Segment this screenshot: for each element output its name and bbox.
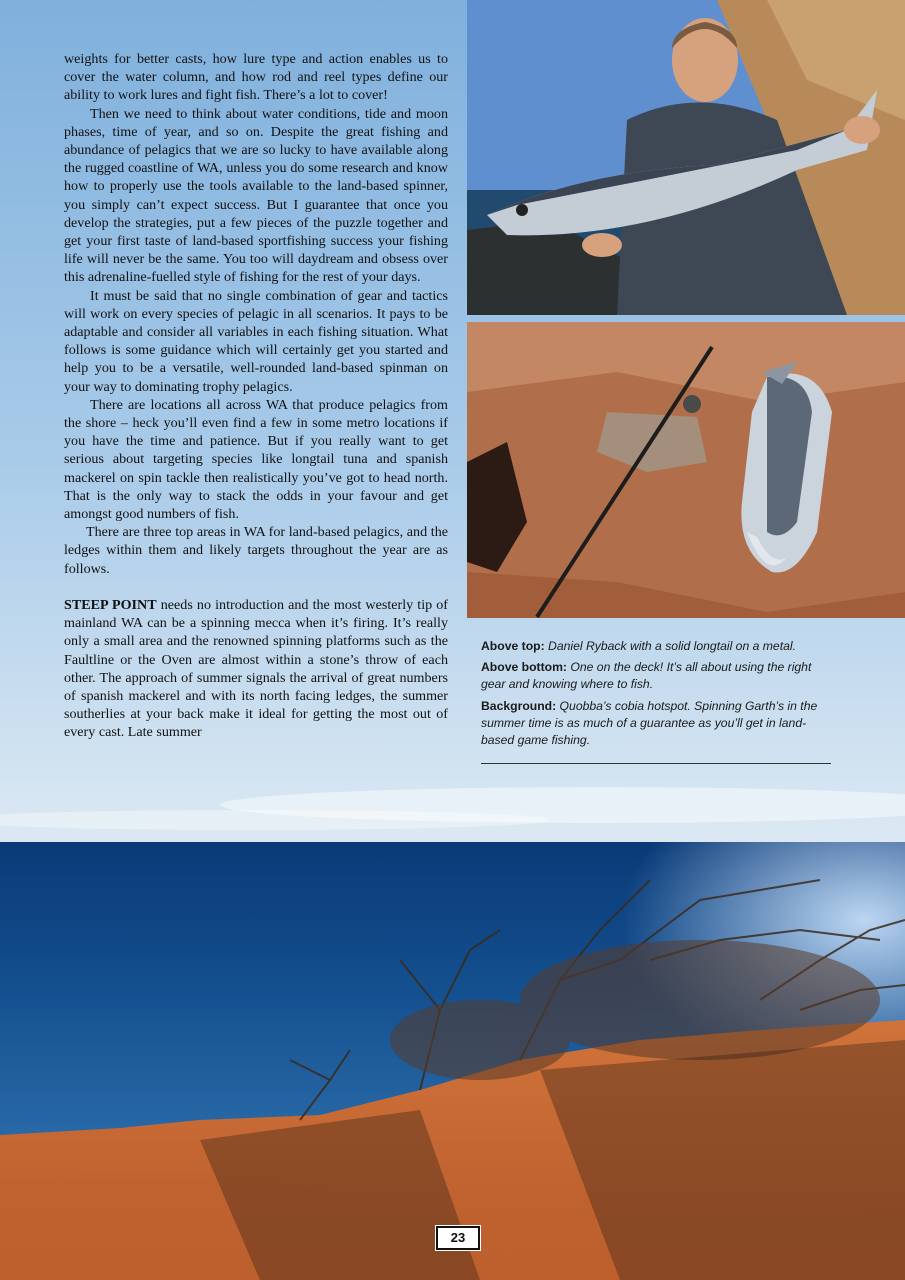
caption-background <box>481 698 836 750</box>
section-heading: STEEP POINT <box>64 596 157 613</box>
caption-label: Above bottom: <box>481 660 567 675</box>
article-paragraph: weights for better casts, how lure type and action enables us to cover the water column, and how rod and reel types define our ability to work lures and fight fish. There’s a lot to cover! <box>64 51 448 104</box>
caption-label: Above top: <box>481 639 545 653</box>
article-paragraph: There are three top areas in WA for land-based pelagics, and the ledges within them and likely targets throughout the year are as follows. <box>64 524 448 577</box>
photo-mackerel-on-rock <box>467 322 905 618</box>
caption-divider <box>481 763 831 764</box>
steep-point-section <box>64 596 448 742</box>
photo-captions <box>481 638 836 753</box>
caption-text: One on the deck! It’s all about using the right gear and knowing where to fish. <box>481 660 812 692</box>
caption-above-top <box>481 638 836 655</box>
article-paragraph: There are locations all across WA that produce pelagics from the shore – heck you’ll even find a few in some metro locations if you have the time and patience. But if you really want to get serious about targeting species like longtail tuna and spanish mackerel on spin tackle then realistically you’ve got to head north. That is the only way to stack the odds in your favour and get amongst good numbers of fish. <box>64 396 448 523</box>
section-text: needs no introduction and the most westerly tip of mainland WA can be a spinning mecca when it’s firing. It’s really only a small area and the renowned spinning platforms such as the Faultline or the Oven are almost within a stone’s throw of each other. The approach of summer signals the arrival of great numbers of spanish mackerel and with its north facing ledges, the summer southerlies at your back make it ideal for getting the most out of every cast. Late summer <box>64 596 448 741</box>
page-number: 23 <box>436 1226 480 1250</box>
caption-above-bottom <box>481 659 836 693</box>
caption-text: Quobba’s cobia hotspot. Spinning Garth’s in the summer time is as much of a guarantee as you’ll get in land-based game fishing. <box>481 698 818 748</box>
article-paragraph: Then we need to think about water conditions, tide and moon phases, time of year, and so on. Despite the great fishing and abundance of pelagics that we are so lucky to have available along the rugged coastline of WA, unless you do some research and know how to properly use the tools available to the land-based spinner, you simply can’t expect success. But I guarantee that once you develop the strategies, put a few pieces of the puzzle together and get your first taste of land-based sportfishing success your fishing life will never be the same. You too will daydream and obsess over this adrenaline-fuelled style of fishing for the rest of your days. <box>64 105 448 286</box>
caption-label: Background: <box>481 698 557 713</box>
article-body <box>64 50 448 742</box>
article-paragraph: It must be said that no single combination of gear and tactics will work on every species of pelagic in all scenarios. It pays to be adaptable and consider all variables in each fishing situation. What follows is some guidance which will certainly get you started and help you to be a versatile, well-rounded land-based spinman on your way to dominating trophy pelagics. <box>64 287 448 395</box>
angler-photo-illustration <box>467 0 905 315</box>
photo-angler-with-longtail <box>467 0 905 315</box>
mackerel-photo-illustration <box>467 322 905 618</box>
caption-text: Daniel Ryback with a solid longtail on a metal. <box>544 639 796 653</box>
